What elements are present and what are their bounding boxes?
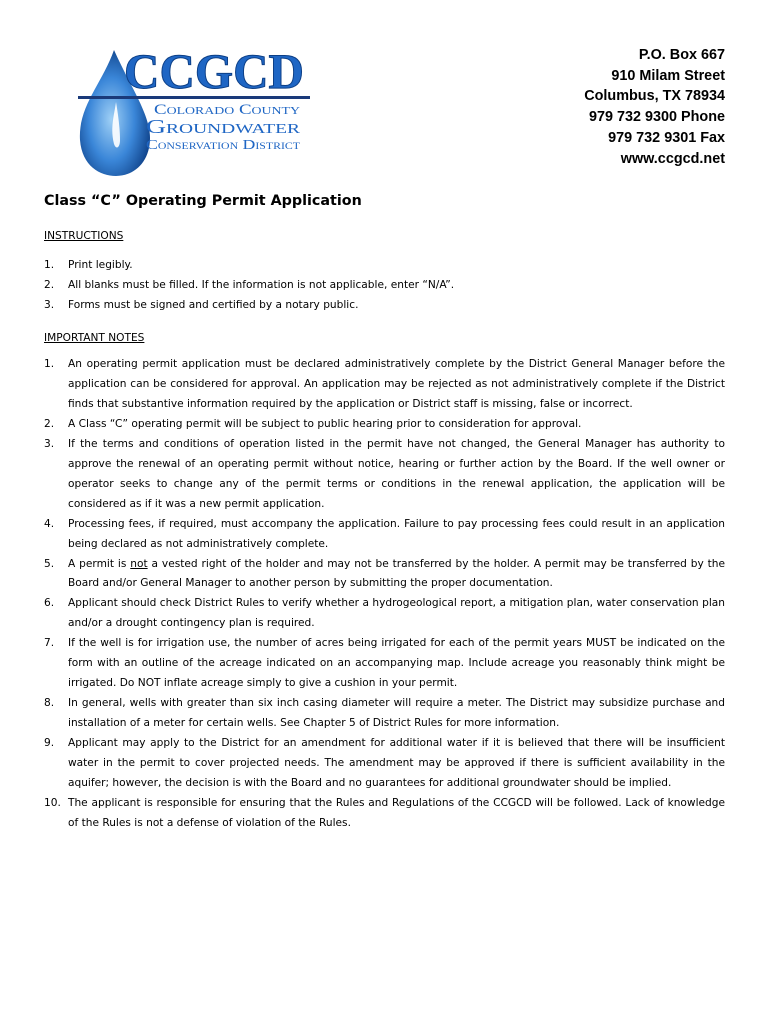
district-address xyxy=(584,45,725,169)
note-item xyxy=(44,594,725,634)
instruction-item xyxy=(44,255,725,275)
logo-abbreviation: CCGCD xyxy=(124,44,304,99)
important-notes-list xyxy=(44,355,725,834)
important-notes-heading: IMPORTANT NOTES xyxy=(44,332,145,344)
instruction-number: 3. xyxy=(44,299,55,312)
note-item xyxy=(44,415,725,435)
note-number: 7. xyxy=(44,637,55,650)
note-number: 8. xyxy=(44,697,55,710)
address-website[interactable]: www.ccgcd.net xyxy=(620,150,725,167)
note-number: 2. xyxy=(44,417,55,430)
address-fax: 979 732 9301 Fax xyxy=(608,129,725,146)
logo-line-1: Colorado County xyxy=(154,102,301,118)
note-number: 3. xyxy=(44,437,55,450)
address-street: 910 Milam Street xyxy=(611,67,725,84)
note-text-emphasis: not xyxy=(130,557,148,570)
logo-line-3: Conservation District xyxy=(146,137,301,152)
note-item xyxy=(44,734,725,794)
note-number: 6. xyxy=(44,597,55,610)
instruction-number: 2. xyxy=(44,279,55,292)
address-po-box: P.O. Box 667 xyxy=(638,47,725,63)
note-text: A Class “C” operating permit will be subject to public hearing prior to consideration for approval. xyxy=(68,417,582,430)
note-text: Processing fees, if required, must accompany the application. Failure to pay processing fees could result in an application being declared as not administratively complete. xyxy=(68,517,725,550)
note-item xyxy=(44,634,725,694)
instruction-number: 1. xyxy=(44,259,55,271)
note-text-pre: A permit is xyxy=(68,557,131,570)
note-text: The applicant is responsible for ensuring that the Rules and Regulations of the CCGCD will be followed. Lack of knowledge of the Rules is not a defense of violation of the Rules. xyxy=(68,796,725,829)
note-item xyxy=(44,555,725,595)
logo-line-2: Groundwater xyxy=(146,116,301,138)
note-item xyxy=(44,794,725,834)
instruction-item xyxy=(44,295,725,315)
note-text-post: a vested right of the holder and may not be transferred by the holder. A permit may be transferred by the Board and/or General Manager to another person by submitting the proper documentation. xyxy=(68,557,726,590)
note-text: In general, wells with greater than six inch casing diameter will require a meter. The District may subsidize purchase and installation of a meter for certain wells. See Chapter 5 of District Rules for more information. xyxy=(68,697,725,730)
note-text: If the well is for irrigation use, the number of acres being irrigated for each of the permit years MUST be indicated on the form with an outline of the acreage indicated on an accompanying map. Include acreage you reasonably think might be irrigated. Do NOT inflate acreage simply to give a cushion in your permit. xyxy=(68,637,725,690)
instruction-item xyxy=(44,275,725,295)
note-number: 10. xyxy=(44,796,61,809)
ccgcd-logo xyxy=(74,44,324,178)
note-text: If the terms and conditions of operation listed in the permit have not changed, the General Manager has authority to approve the renewal of an operating permit without notice, hearing or further action by the Board. If the well owner or operator seeks to change any of the permit terms or conditions in the renewal application, the application will be considered as if it was a new permit application. xyxy=(68,437,725,510)
instructions-list xyxy=(44,255,725,316)
note-number: 1. xyxy=(44,358,55,370)
note-text: Applicant should check District Rules to verify whether a hydrogeological report, a mitigation plan, water conservation plan and/or a drought contingency plan is required. xyxy=(68,597,725,630)
note-number: 9. xyxy=(44,737,55,750)
note-item xyxy=(44,515,725,555)
instruction-text: Print legibly. xyxy=(68,259,133,271)
instruction-text: All blanks must be filled. If the information is not applicable, enter “N/A”. xyxy=(68,279,455,292)
note-number: 4. xyxy=(44,517,55,530)
address-city: Columbus, TX 78934 xyxy=(584,88,725,105)
note-item xyxy=(44,694,725,734)
instructions-heading: INSTRUCTIONS xyxy=(44,230,124,242)
note-text xyxy=(68,555,725,595)
note-item xyxy=(44,435,725,515)
instruction-text: Forms must be signed and certified by a notary public. xyxy=(68,299,359,312)
document-title: Class “C” Operating Permit Application xyxy=(44,193,362,209)
note-number: 5. xyxy=(44,557,55,570)
note-text: Applicant may apply to the District for an amendment for additional water if it is believed that there will be insufficient water in the permit to cover projected needs. The amendment may be approved if there is sufficient availability in the aquifer; however, the decision is with the Board and no guarantees for additional groundwater should be implied. xyxy=(68,737,725,790)
address-phone: 979 732 9300 Phone xyxy=(588,109,725,126)
water-drop-logo-graphic xyxy=(74,44,324,178)
note-item xyxy=(44,355,725,415)
note-text: An operating permit application must be declared administratively complete by the District General Manager before the application can be considered for approval. An application may be rejected as not administratively complete if the District finds that substantive information required by the application or District staff is missing, false or incorrect. xyxy=(68,358,725,410)
